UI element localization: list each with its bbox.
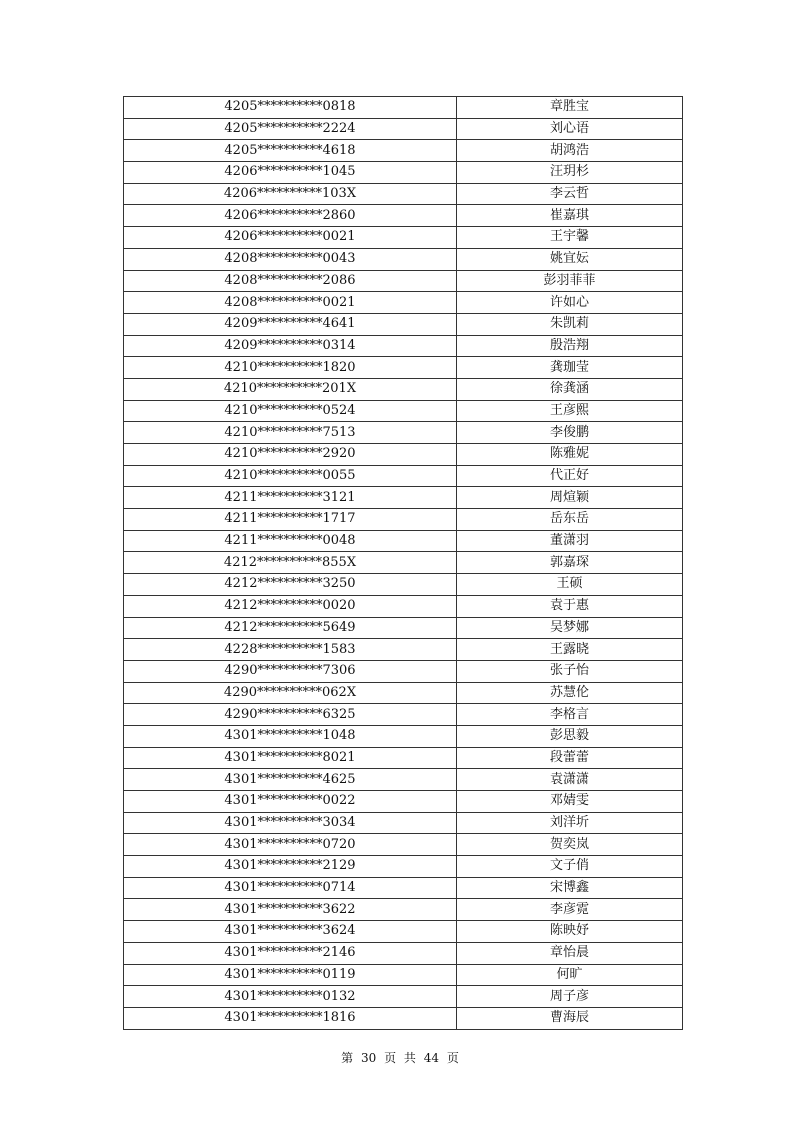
id-number-cell: 4290**********7306	[124, 660, 457, 682]
id-number-cell: 4209**********0314	[124, 335, 457, 357]
id-number-cell: 4208**********2086	[124, 270, 457, 292]
table-row	[124, 964, 683, 986]
footer-suffix: 页	[446, 1051, 459, 1065]
name-cell: 王宇馨	[457, 227, 683, 249]
id-number-cell: 4301**********1816	[124, 1007, 457, 1029]
table-row	[124, 617, 683, 639]
id-number-cell: 4210**********2920	[124, 444, 457, 466]
id-number-cell: 4211**********0048	[124, 530, 457, 552]
name-cell: 李俊鹏	[457, 422, 683, 444]
table-row	[124, 574, 683, 596]
id-number-cell: 4210**********0055	[124, 465, 457, 487]
name-cell: 王露晓	[457, 639, 683, 661]
name-cell: 汪玥杉	[457, 162, 683, 184]
id-number-cell: 4301**********3622	[124, 899, 457, 921]
id-number-cell: 4301**********0132	[124, 986, 457, 1008]
table-row	[124, 639, 683, 661]
table-row	[124, 725, 683, 747]
name-cell: 袁潇潇	[457, 769, 683, 791]
id-number-cell: 4301**********4625	[124, 769, 457, 791]
table-row	[124, 227, 683, 249]
table-row	[124, 292, 683, 314]
name-cell: 郭嘉琛	[457, 552, 683, 574]
name-cell: 龚珈莹	[457, 357, 683, 379]
name-cell: 贺奕岚	[457, 834, 683, 856]
id-number-cell: 4301**********0022	[124, 791, 457, 813]
table-row	[124, 313, 683, 335]
name-cell: 王硕	[457, 574, 683, 596]
id-number-cell: 4206**********0021	[124, 227, 457, 249]
name-cell: 曹海辰	[457, 1007, 683, 1029]
name-cell: 苏慧伦	[457, 682, 683, 704]
name-cell: 章胜宝	[457, 97, 683, 119]
name-cell: 刘洋圻	[457, 812, 683, 834]
id-number-cell: 4211**********3121	[124, 487, 457, 509]
footer-total-word: 共	[403, 1051, 416, 1065]
name-cell: 殷浩翔	[457, 335, 683, 357]
table-row	[124, 595, 683, 617]
name-cell: 袁于惠	[457, 595, 683, 617]
table-row	[124, 400, 683, 422]
id-number-cell: 4210**********1820	[124, 357, 457, 379]
name-cell: 董潇羽	[457, 530, 683, 552]
name-cell: 代正好	[457, 465, 683, 487]
name-cell: 段蕾蕾	[457, 747, 683, 769]
table-row	[124, 183, 683, 205]
table-row	[124, 509, 683, 531]
page-footer	[0, 1050, 800, 1066]
name-cell: 徐龚涵	[457, 378, 683, 400]
id-number-cell: 4228**********1583	[124, 639, 457, 661]
id-number-cell: 4211**********1717	[124, 509, 457, 531]
id-number-cell: 4212**********0020	[124, 595, 457, 617]
table-row	[124, 986, 683, 1008]
table-row	[124, 97, 683, 119]
table-row	[124, 769, 683, 791]
name-cell: 李彦霓	[457, 899, 683, 921]
name-cell: 张子怡	[457, 660, 683, 682]
table-row	[124, 704, 683, 726]
id-number-cell: 4206**********1045	[124, 162, 457, 184]
id-number-cell: 4205**********4618	[124, 140, 457, 162]
table-row	[124, 270, 683, 292]
name-cell: 彭羽菲菲	[457, 270, 683, 292]
name-cell: 宋博鑫	[457, 877, 683, 899]
name-cell: 崔嘉琪	[457, 205, 683, 227]
table-row	[124, 834, 683, 856]
id-number-cell: 4205**********2224	[124, 118, 457, 140]
id-number-cell: 4301**********2129	[124, 856, 457, 878]
footer-current-page: 30	[360, 1051, 377, 1065]
table-row	[124, 248, 683, 270]
id-number-cell: 4210**********201X	[124, 378, 457, 400]
name-cell: 文子俏	[457, 856, 683, 878]
id-number-cell: 4206**********103X	[124, 183, 457, 205]
table-row	[124, 530, 683, 552]
table-row	[124, 877, 683, 899]
name-cell: 李云哲	[457, 183, 683, 205]
id-number-cell: 4290**********6325	[124, 704, 457, 726]
table-row	[124, 140, 683, 162]
id-number-cell: 4301**********3034	[124, 812, 457, 834]
table-row	[124, 162, 683, 184]
name-cell: 周煊颖	[457, 487, 683, 509]
name-cell: 胡鸿浩	[457, 140, 683, 162]
table-row	[124, 444, 683, 466]
id-number-cell: 4210**********7513	[124, 422, 457, 444]
table-row	[124, 378, 683, 400]
id-number-cell: 4212**********5649	[124, 617, 457, 639]
name-cell: 许如心	[457, 292, 683, 314]
footer-prefix: 第	[341, 1051, 354, 1065]
id-number-cell: 4290**********062X	[124, 682, 457, 704]
name-cell: 周子彦	[457, 986, 683, 1008]
table-row	[124, 552, 683, 574]
id-number-cell: 4301**********2146	[124, 942, 457, 964]
name-cell: 刘心语	[457, 118, 683, 140]
roster-table-body	[124, 97, 683, 1030]
name-cell: 姚宜妘	[457, 248, 683, 270]
name-cell: 陈映妤	[457, 921, 683, 943]
name-cell: 陈雅妮	[457, 444, 683, 466]
id-number-cell: 4210**********0524	[124, 400, 457, 422]
table-row	[124, 791, 683, 813]
id-number-cell: 4206**********2860	[124, 205, 457, 227]
name-cell: 李格言	[457, 704, 683, 726]
table-row	[124, 118, 683, 140]
id-number-cell: 4301**********1048	[124, 725, 457, 747]
table-row	[124, 921, 683, 943]
name-cell: 朱凯莉	[457, 313, 683, 335]
table-row	[124, 899, 683, 921]
table-row	[124, 465, 683, 487]
name-cell: 王彦熙	[457, 400, 683, 422]
id-number-cell: 4301**********0720	[124, 834, 457, 856]
id-number-cell: 4212**********3250	[124, 574, 457, 596]
footer-total-pages: 44	[423, 1051, 440, 1065]
table-row	[124, 487, 683, 509]
name-cell: 彭思毅	[457, 725, 683, 747]
table-row	[124, 1007, 683, 1029]
id-number-cell: 4205**********0818	[124, 97, 457, 119]
roster-table	[123, 96, 683, 1030]
table-row	[124, 422, 683, 444]
table-row	[124, 357, 683, 379]
id-number-cell: 4208**********0021	[124, 292, 457, 314]
table-row	[124, 205, 683, 227]
name-cell: 章怡晨	[457, 942, 683, 964]
table-row	[124, 856, 683, 878]
name-cell: 吴梦娜	[457, 617, 683, 639]
id-number-cell: 4301**********3624	[124, 921, 457, 943]
name-cell: 邓婧雯	[457, 791, 683, 813]
table-row	[124, 660, 683, 682]
table-row	[124, 942, 683, 964]
id-number-cell: 4301**********0119	[124, 964, 457, 986]
id-number-cell: 4208**********0043	[124, 248, 457, 270]
id-number-cell: 4209**********4641	[124, 313, 457, 335]
table-row	[124, 747, 683, 769]
footer-page-word: 页	[384, 1051, 397, 1065]
name-cell: 岳东岳	[457, 509, 683, 531]
id-number-cell: 4301**********0714	[124, 877, 457, 899]
table-row	[124, 682, 683, 704]
id-number-cell: 4212**********855X	[124, 552, 457, 574]
table-row	[124, 335, 683, 357]
name-cell: 何旷	[457, 964, 683, 986]
id-number-cell: 4301**********8021	[124, 747, 457, 769]
table-row	[124, 812, 683, 834]
